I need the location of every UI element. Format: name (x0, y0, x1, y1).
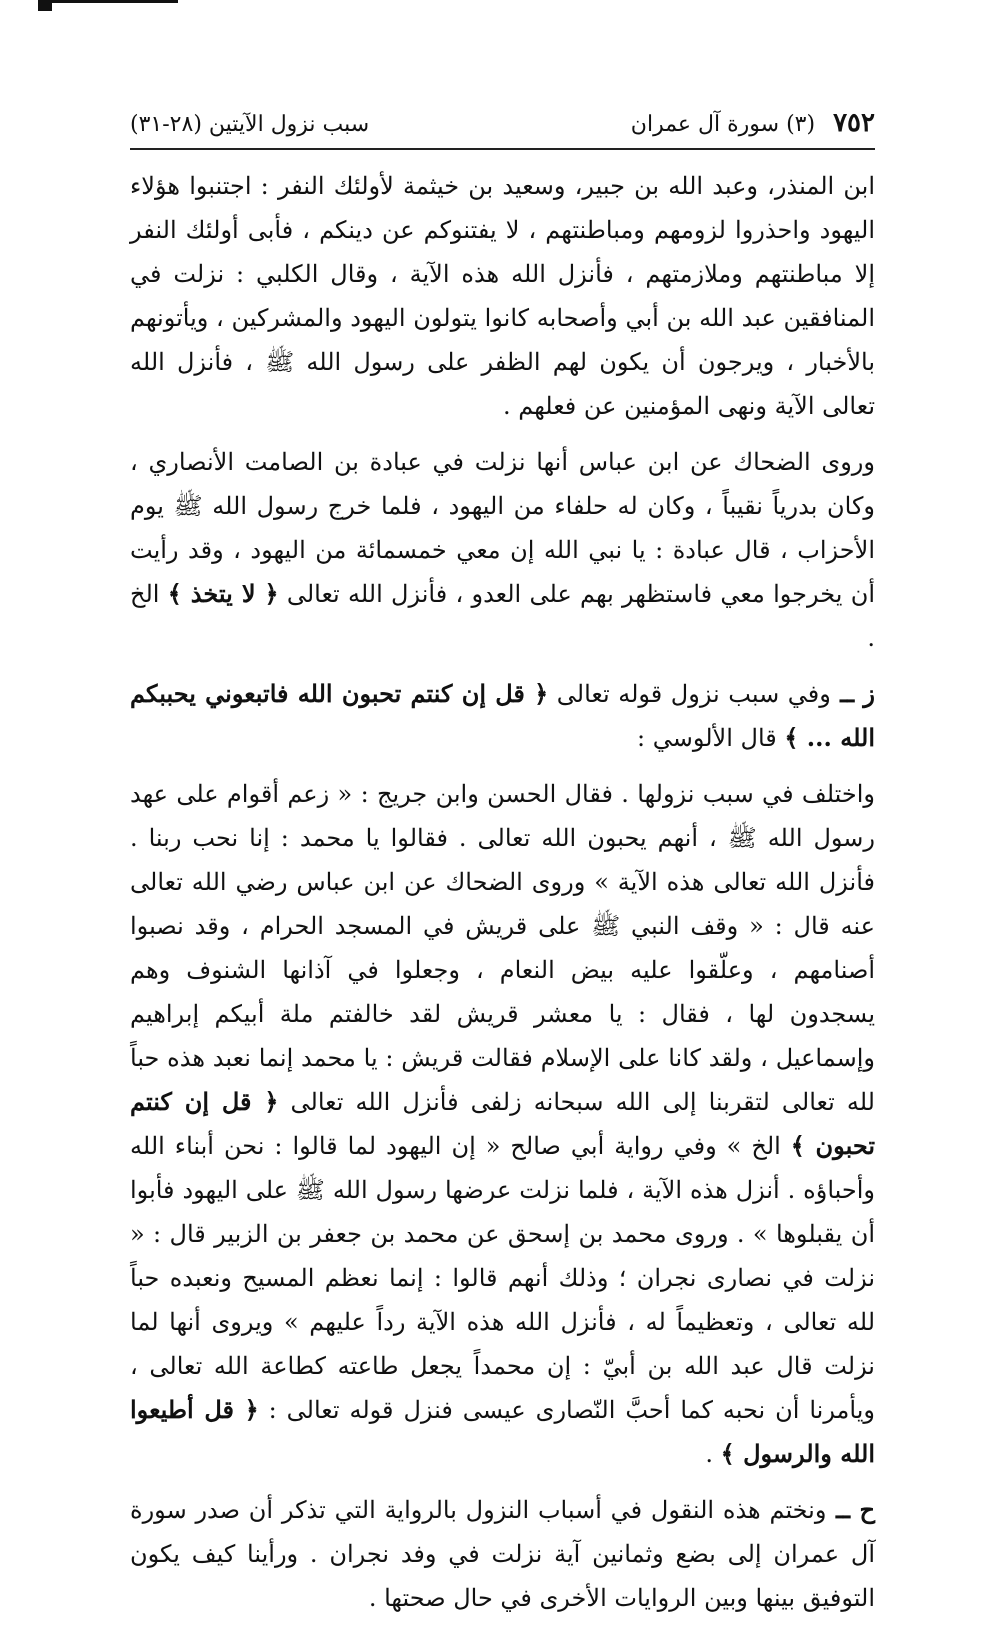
document-page (130, 108, 875, 1632)
paragraph-4 (130, 772, 875, 1476)
bold-run: ﴿ قل أطيعوا الله والرسول ﴾ (130, 1394, 875, 1468)
top-corner-mark (38, 3, 52, 11)
running-header (130, 108, 875, 148)
text-run: وروى الضحاك عن ابن عباس أنها نزلت في عبادة بن الصامت الأنصاري ، وكان بدرياً نقيباً ، وكان له حلفاء من اليهود ، فلما خرج رسول الله ﷺ يوم الأحزاب ، قال عبادة : يا نبي الله إن معي خمسمائة من اليهود ، وقد رأيت أن يخرجوا معي فاستظهر بهم على العدو ، فأنزل الله تعالى (130, 447, 875, 608)
text-run: ونختم هذه النقول في أسباب النزول بالرواية التي تذكر أن صدر سورة آل عمران إلى بضع وثمانين آية نزلت في وفد نجران . ورأينا كيف يكون التوفيق بينها وبين الروايات الأخرى في حال صحتها . (130, 1495, 875, 1612)
section-title: سبب نزول الآيتين (٢٨-٣١) (130, 112, 370, 137)
text-run: . (705, 1439, 721, 1468)
paragraph-5 (130, 1488, 875, 1620)
bold-run: ﴿ لا يتخذ ﴾ (167, 578, 279, 608)
text-run: الخ » وفي رواية أبي صالح « إن اليهود لما قالوا : نحن أبناء الله وأحباؤه . أنزل هذه الآية ، فلما نزلت عرضها رسول الله ﷺ على اليهود فأبوا أن يقبلوها » . وروى محمد بن إسحق عن محمد بن جعفر بن الزبير قال : « نزلت في نصارى نجران ؛ وذلك أنهم قالوا : إنما نعظم المسيح ونعبده حباً لله تعالى ، وتعظيماً له ، فأنزل الله هذه الآية رداً عليهم » ويروى أنها لما نزلت قال عبد الله بن أبيّ : إن محمداً يجعل طاعته كطاعة الله تعالى ، ويأمرنا أن نحبه كما أحبَّ النّصارى عيسى فنزل قوله تعالى : (130, 1131, 876, 1424)
bold-run: ﴿ قل إن كنتم تحبون الله فاتبعوني يحببكم الله ... ﴾ (130, 678, 875, 752)
bold-run: ﴿ قل إن كنتم تحبون ﴾ (130, 1086, 875, 1160)
text-run: الخ . (130, 579, 875, 652)
bold-run: ز ــ (830, 678, 875, 708)
text-run: ابن المنذر، وعبد الله بن جبير، وسعيد بن خيثمة لأولئك النفر : اجتنبوا هؤلاء اليهود واحذروا لزومهم ومباطنتهم ، لا يفتنوكم عن دينكم ، فأبى أولئك النفر إلا مباطنتهم وملازمتهم ، فأنزل الله هذه الآية ، وقال الكلبي : نزلت في المنافقين عبد الله بن أبي وأصحابه كانوا يتولون اليهود والمشركين ، ويأتونهم بالأخبار ، ويرجون أن يكون لهم الظفر على رسول الله ﷺ ، فأنزل الله تعالى الآية ونهى المؤمنين عن فعلهم . (130, 171, 876, 420)
text-run: وفي سبب نزول قوله تعالى (548, 679, 831, 708)
paragraph-3 (130, 672, 875, 760)
paragraph-1 (130, 164, 875, 428)
top-corner-rule (38, 0, 178, 3)
bold-run: ح ــ (826, 1494, 876, 1524)
text-run: قال الألوسي : (636, 723, 785, 752)
paragraph-2 (130, 440, 875, 660)
page-number: ٧٥٢ (833, 108, 875, 138)
surah-title: (٣) سورة آل عمران (630, 112, 816, 137)
body-text (130, 164, 875, 1620)
text-run: واختلف في سبب نزولها . فقال الحسن وابن جريج : « زعم أقوام على عهد رسول الله ﷺ ، أنهم يحبون الله تعالى . فقالوا يا محمد : إنا نحب ربنا . فأنزل الله تعالى هذه الآية » وروى الضحاك عن ابن عباس رضي الله تعالى عنه قال : « وقف النبي ﷺ على قريش في المسجد الحرام ، وقد نصبوا أصنامهم ، وعلّقوا عليه بيض النعام ، وجعلوا في آذانها الشنوف وهم يسجدون لها ، فقال : يا معشر قريش لقد خالفتم ملة أبيكم إبراهيم وإسماعيل ، ولقد كانا على الإسلام فقالت قريش : يا محمد إنما نعبد هذه حباً لله تعالى لتقربنا إلى الله سبحانه زلفى فأنزل الله تعالى (130, 779, 875, 1116)
header-rule (130, 148, 875, 150)
